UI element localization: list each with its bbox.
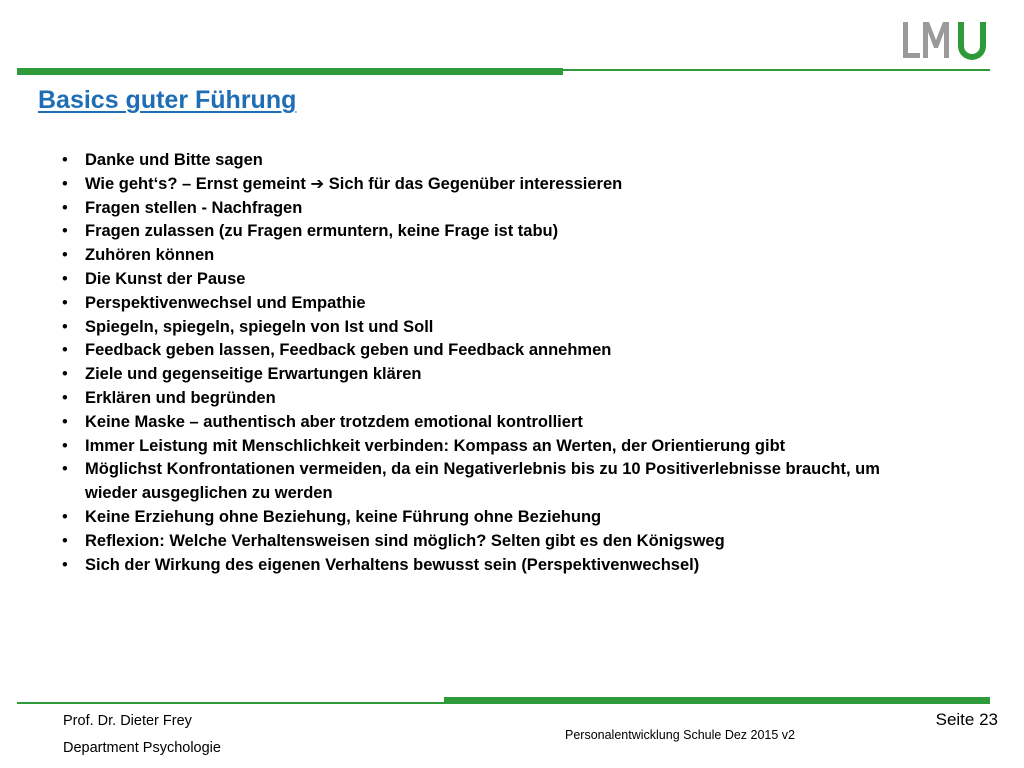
header-rule-thin <box>563 69 990 71</box>
bullet-symbol: • <box>62 436 68 455</box>
bullet-symbol: • <box>62 269 68 288</box>
bullet-item <box>62 292 902 316</box>
bullet-item <box>62 411 902 435</box>
footer-rule-thick <box>444 697 990 704</box>
bullet-item <box>62 435 902 459</box>
bullet-symbol: • <box>62 388 68 407</box>
bullet-symbol: • <box>62 507 68 526</box>
bullet-text: Erklären und begründen <box>85 388 276 407</box>
bullet-text: Spiegeln, spiegeln, spiegeln von Ist und Soll <box>85 317 434 336</box>
bullet-text: Fragen zulassen (zu Fragen ermuntern, keine Frage ist tabu) <box>85 222 559 241</box>
bullet-item <box>62 506 902 530</box>
footer-presentation-info: Personalentwicklung Schule Dez 2015 v2 <box>565 728 795 742</box>
bullet-item <box>62 316 902 340</box>
bullet-symbol: • <box>62 460 68 479</box>
bullet-text: Wie geht‘s? – Ernst gemeint ➔ Sich für das Gegenüber interessieren <box>85 174 623 193</box>
bullet-item <box>62 173 902 197</box>
slide-title: Basics guter Führung <box>38 86 297 114</box>
bullet-item <box>62 268 902 292</box>
bullet-text: Keine Erziehung ohne Beziehung, keine Führung ohne Beziehung <box>85 507 602 526</box>
bullet-text: Perspektivenwechsel und Empathie <box>85 293 366 312</box>
bullet-symbol: • <box>62 341 68 360</box>
bullet-text: Danke und Bitte sagen <box>85 151 263 169</box>
bullet-text: Keine Maske – authentisch aber trotzdem emotional kontrolliert <box>85 412 583 431</box>
bullet-item <box>62 363 902 387</box>
bullet-item <box>62 530 902 554</box>
bullet-symbol: • <box>62 174 68 193</box>
page-number: Seite 23 <box>935 710 998 729</box>
header-rule-thick <box>17 68 563 75</box>
bullet-text: Reflexion: Welche Verhaltensweisen sind möglich? Selten gibt es den Königsweg <box>85 531 725 550</box>
bullet-symbol: • <box>62 198 68 217</box>
bullet-text: Ziele und gegenseitige Erwartungen klären <box>85 365 422 384</box>
bullet-text: Zuhören können <box>85 246 215 265</box>
bullet-item <box>62 339 902 363</box>
bullet-item <box>62 554 902 578</box>
bullet-text: Feedback geben lassen, Feedback geben und Feedback annehmen <box>85 341 612 360</box>
bullet-item <box>62 220 902 244</box>
bullet-text: Möglichst Konfrontationen vermeiden, da ein Negativerlebnis bis zu 10 Positiverlebnisse braucht, um wieder ausgeglichen zu werden <box>85 460 880 503</box>
bullet-item <box>62 458 902 506</box>
bullet-text: Fragen stellen - Nachfragen <box>85 198 303 217</box>
bullet-item <box>62 197 902 221</box>
bullet-symbol: • <box>62 317 68 336</box>
bullet-item <box>62 387 902 411</box>
bullet-item <box>62 149 902 173</box>
bullet-symbol: • <box>62 365 68 384</box>
lmu-logo <box>902 20 992 60</box>
bullet-item <box>62 244 902 268</box>
bullet-symbol: • <box>62 555 68 574</box>
footer-author: Prof. Dr. Dieter Frey <box>63 713 192 729</box>
bullet-symbol: • <box>62 293 68 312</box>
bullet-text: Sich der Wirkung des eigenen Verhaltens bewusst sein (Perspektivenwechsel) <box>85 555 700 574</box>
bullet-symbol: • <box>62 412 68 431</box>
footer-department: Department Psychologie <box>63 740 221 756</box>
bullet-list <box>62 149 902 577</box>
bullet-text: Die Kunst der Pause <box>85 269 246 288</box>
bullet-symbol: • <box>62 531 68 550</box>
bullet-text: Immer Leistung mit Menschlichkeit verbinden: Kompass an Werten, der Orientierung gibt <box>85 436 786 455</box>
bullet-symbol: • <box>62 246 68 265</box>
bullet-symbol: • <box>62 151 68 169</box>
footer-rule-thin <box>17 702 444 704</box>
bullet-symbol: • <box>62 222 68 241</box>
